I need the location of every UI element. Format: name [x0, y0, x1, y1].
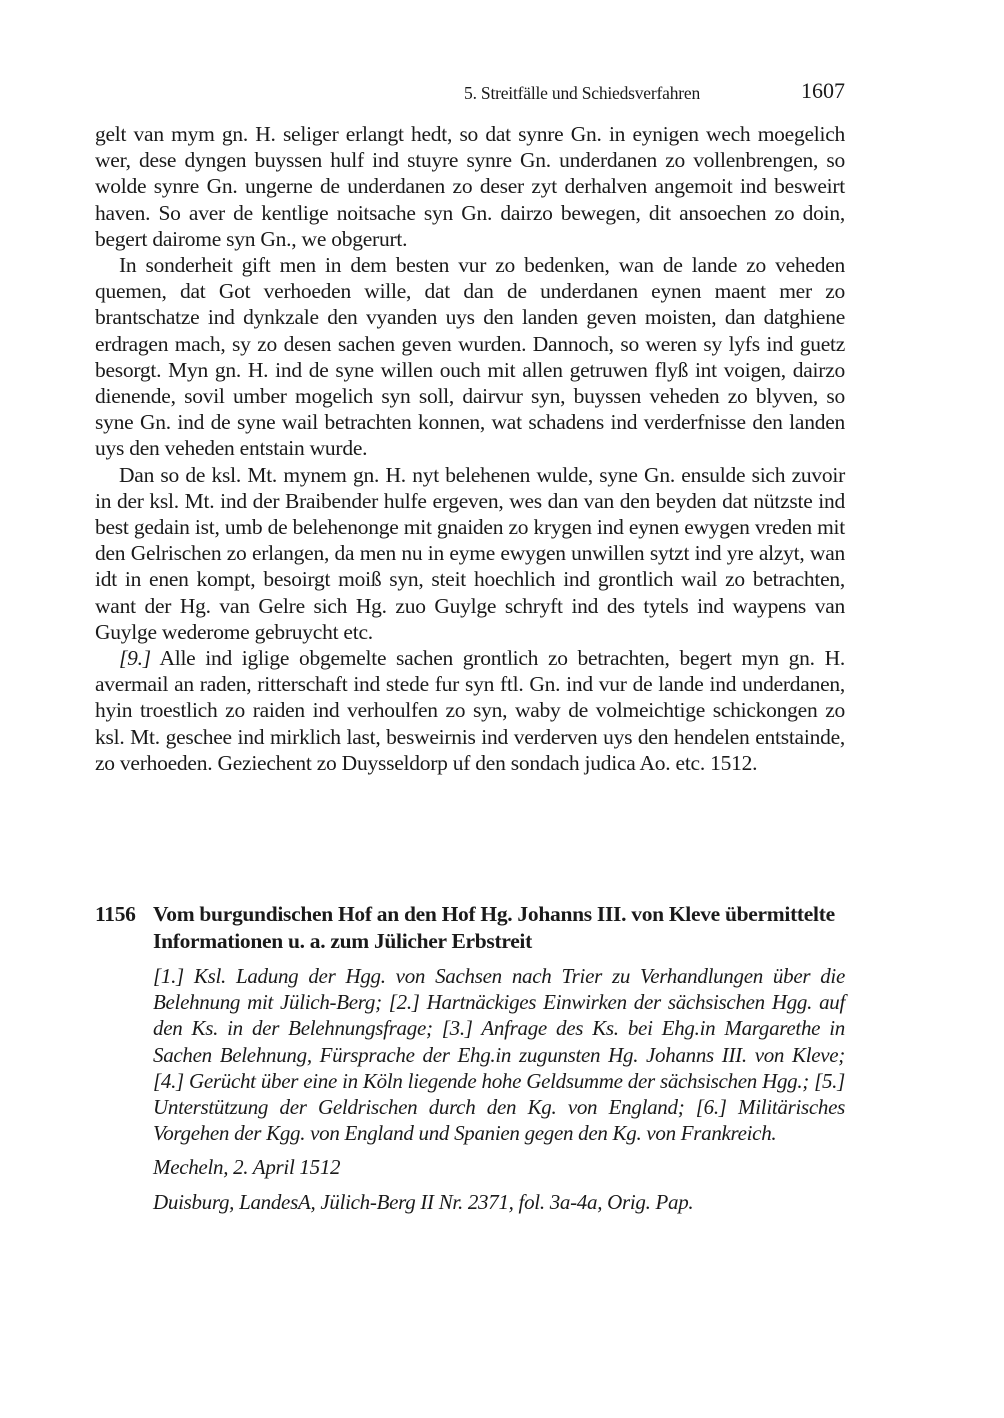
paragraph [95, 252, 845, 462]
paragraph-9 [95, 645, 845, 776]
body-text [95, 121, 845, 776]
entry-heading [95, 901, 845, 955]
paragraph-text: Alle ind iglige obgemelte sachen grontlich zo betrachten, begert myn gn. H. avermail an raden, ritterschaft ind stede fur syn ftl. Gn. ind vur de lande ind underdanen, hyin troestlich zo raiden ind verhoulfen zo syn, waby de volmeichtige schickongen zo ksl. Mt. geschee ind mirklich last, besweirnis ind verderven uys den hendelen entstainde, zo verhoeden. Geziechent zo Duysseldorp uf den sondach judica Ao. etc. 1512. [95, 646, 845, 775]
entry-number: 1156 [95, 902, 136, 926]
paragraph-continuation [95, 121, 845, 252]
page-number: 1607 [801, 78, 845, 103]
entry-title: Vom burgundischen Hof an den Hof Hg. Johanns III. von Kleve übermittelte Informationen u. a. zum Jülicher Erbstreit [153, 902, 835, 953]
paragraph-text: Dan so de ksl. Mt. mynem gn. H. nyt belehenen wulde, syne Gn. ensulde sich zuvoir in der ksl. Mt. ind der Braibender hulfe ergeven, wes dan van den beyden dat nützste ind best gedain ist, umb de belehenonge mit gnaiden zo krygen ind eynen ewygen vreden mit den Gelrischen zo erlangen, da men nu in eyme ewygen unwillen sytzt ind yre alzyt, wan idt in enen kompt, besoirgt moiß syn, steit hoechlich ind grontlich wail zo betrachten, want der Hg. van Gelre sich Hg. zuo Guylge schryft ind des tytels ind waypens van Guylge wederome gebruycht etc. [95, 462, 845, 644]
entry-source: Duisburg, LandesA, Jülich-Berg II Nr. 2371, fol. 3a-4a, Orig. Pap. [153, 1190, 694, 1215]
document-entry [95, 901, 845, 1215]
paragraph-text: In sonderheit gift men in dem besten vur zo bedenken, wan de lande zo veheden quemen, dat Got verhoeden wille, dat dan de underdanen eynen maent mer zo brantschatze ind dynkzale den vyanden uys den landen geven moisten, dan datghiene erdragen mach, sy zo desen sachen geven wurden. Dannoch, so weren sy lyfs ind guetz besorgt. Myn gn. H. ind de syne willen ouch mit allen getruwen flyß int voigen, dairzo dienende, sovil umber mogelich syn soll, dairvur syn, buyssen veheden zo blyven, so syne Gn. ind de syne wail betrachten konnen, wat schadens ind verderfnisse den landen uys den veheden entstain wurde. [95, 253, 845, 461]
paragraph-text: gelt van mym gn. H. seliger erlangt hedt, so dat synre Gn. in eynigen wech moegelich wer, dese dyngen buyssen hulf ind stuyre synre Gn. underdanen zo vollenbrengen, so wolde synre Gn. ungerne de underdanen zo deser zyt derhalven angemoit ind besweirt haven. So aver de kentlige noitsache syn Gn. dairzo bewegen, dit ansoechen zo doin, begert dairome syn Gn., we obgerurt. [95, 122, 845, 251]
paragraph [95, 462, 845, 645]
entry-place-date: Mecheln, 2. April 1512 [153, 1155, 341, 1180]
running-head-title: 5. Streitfälle und Schiedsverfahren [464, 83, 700, 103]
paragraph-label: [9.] [119, 646, 151, 671]
entry-summary: [1.] Ksl. Ladung der Hgg. von Sachsen nach Trier zu Verhandlungen über die Belehnung mit Jülich-Berg; [2.] Hartnäckiges Einwirken der sächsischen Hgg. auf den Ks. in der Belehnungsfrage; [3.] Anfrage des Ks. bei Ehg.in Margarethe in Sachen Belehnung, Fürsprache der Ehg.in zugunsten Hg. Johanns III. von Kleve; [4.] Gerücht über eine in Köln liegende hohe Geldsumme der sächsischen Hgg.; [5.] Unterstützung der Geldrischen durch den Kg. von England; [6.] Militärisches Vorgehen der Kgg. von England und Spanien gegen den Kg. von Frankreich. [153, 964, 845, 1146]
running-head [95, 78, 845, 108]
